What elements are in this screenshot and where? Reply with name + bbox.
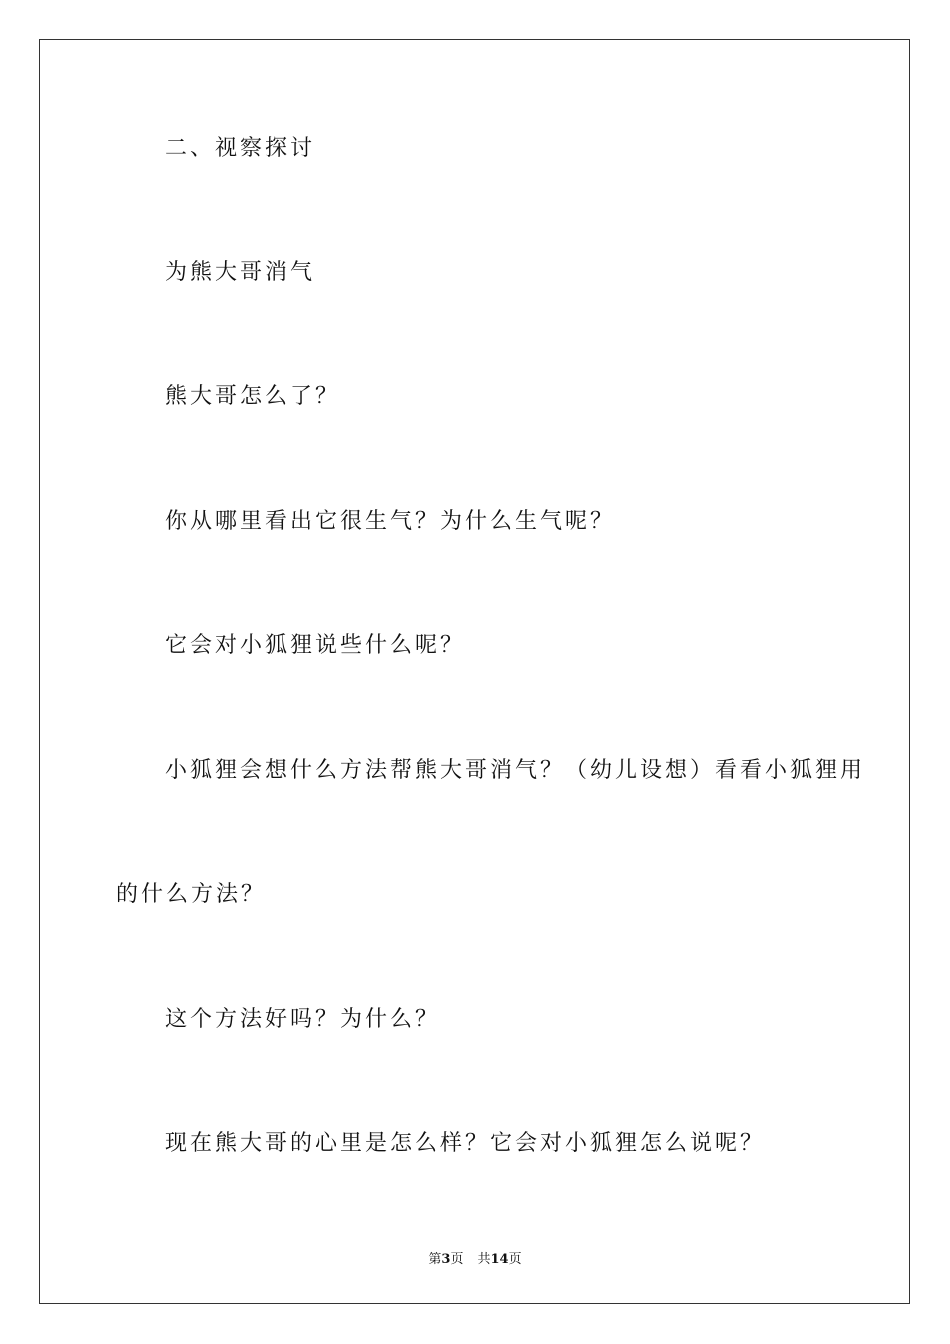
paragraph: 熊大哥怎么了？ <box>165 384 341 409</box>
page-total: 14 <box>490 1252 509 1267</box>
paragraph: 为熊大哥消气 <box>165 260 316 285</box>
page-border <box>39 39 910 1304</box>
page-suffix: 页 <box>450 1252 464 1267</box>
section-heading: 二、视察探讨 <box>165 136 316 161</box>
paragraph: 现在熊大哥的心里是怎么样？它会对小狐狸怎么说呢？ <box>165 1131 766 1156</box>
page-prefix: 第 <box>428 1252 442 1267</box>
page-current: 3 <box>441 1252 451 1267</box>
total-prefix: 共 <box>477 1252 491 1267</box>
total-suffix: 页 <box>508 1252 522 1267</box>
paragraph-continuation: 的什么方法？ <box>116 882 267 907</box>
page-footer <box>0 1248 950 1267</box>
paragraph: 这个方法好吗？为什么？ <box>165 1007 441 1032</box>
paragraph: 小狐狸会想什么方法帮熊大哥消气？（幼儿设想）看看小狐狸用 <box>165 758 866 783</box>
paragraph: 它会对小狐狸说些什么呢？ <box>165 633 466 658</box>
paragraph: 你从哪里看出它很生气？为什么生气呢？ <box>165 509 616 534</box>
